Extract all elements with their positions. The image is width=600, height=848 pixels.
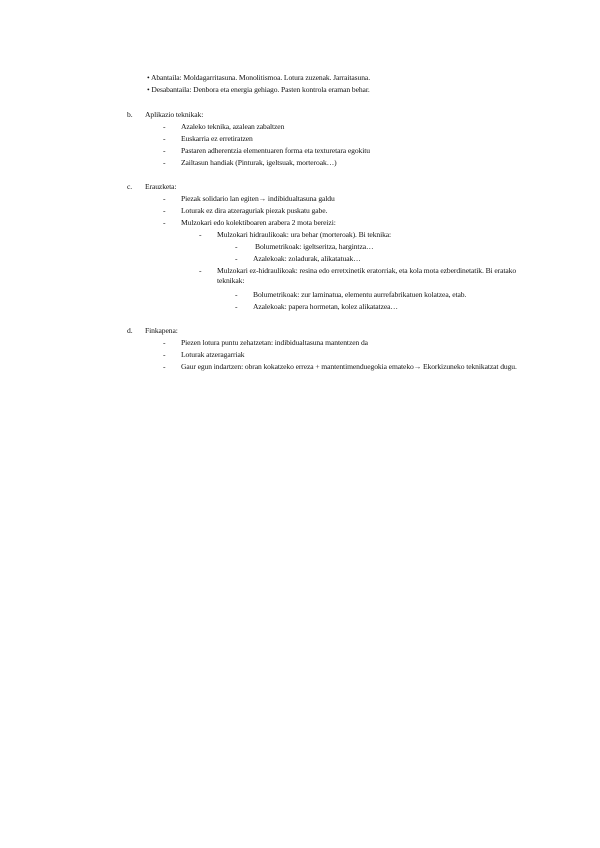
dash: - <box>235 302 238 311</box>
sub-sub-list-item: Azalekoak: zoladurak, alikatatuak… <box>253 254 361 263</box>
section-b-heading: Aplikazio teknikak: <box>145 110 204 119</box>
dash: - <box>235 254 238 263</box>
section-b-marker: b. <box>127 110 133 119</box>
dash: - <box>235 242 238 251</box>
list-item: Piezak solidario lan egiten→ indibidualtasuna galdu <box>181 194 335 203</box>
dash: - <box>199 266 202 275</box>
dash: - <box>163 338 166 347</box>
dash: - <box>163 134 166 143</box>
dash: - <box>163 362 166 371</box>
list-item: Euskarria ez erretiratzen <box>181 134 253 143</box>
list-item: Gaur egun indartzen: obran kokatzeko erreza + mantentimenduegokia emateko→ Ekorkizuneko teknikatzat dugu. <box>181 362 517 371</box>
list-item: Loturak atzeragarriak <box>181 350 245 359</box>
list-item: Mulzokari edo kolektiboaren arabera 2 mota bereizi: <box>181 218 336 227</box>
section-d-heading: Finkapena: <box>145 326 178 335</box>
dash: - <box>163 194 166 203</box>
list-item: Azaleko teknika, azalean zabaltzen <box>181 122 285 131</box>
list-item: Pastaren adherentzia elementuaren forma eta texturetara egokitu <box>181 146 370 155</box>
dash: - <box>163 146 166 155</box>
section-c-heading: Erauzketa: <box>145 182 177 191</box>
sub-list-item: Mulzokari hidraulikoak: ura behar (morteroak). Bi teknika: <box>217 230 392 239</box>
section-c-marker: c. <box>127 182 133 191</box>
list-item: Piezen lotura puntu zehatzetan: indibidualtasuna mantentzen da <box>181 338 368 347</box>
section-d-marker: d. <box>127 326 133 335</box>
sub-sub-list-item: Azalekoak: papera hormetan, kolez alikatatzea… <box>253 302 398 311</box>
dash: - <box>163 350 166 359</box>
sub-list-item: Mulzokari ez-hidraulikoak: resina edo erretxinetik eratorriak, eta kola mota ezberdinetatik. Bi eratako teknikak: <box>217 266 517 285</box>
dash: - <box>163 206 166 215</box>
dash: - <box>163 158 166 167</box>
disadvantage-bullet: • Desabantaila: Denbora eta energia gehiago. Pasten kontrola eraman behar. <box>147 85 370 94</box>
list-item: Zailtasun handiak (Pinturak, igeltsuak, morteroak…) <box>181 158 337 167</box>
dash: - <box>199 230 202 239</box>
sub-sub-list-item: Bolumetrikoak: igeltseritza, hargintza… <box>255 242 374 251</box>
dash: - <box>163 122 166 131</box>
dash: - <box>163 218 166 227</box>
dash: - <box>235 290 238 299</box>
sub-sub-list-item: Bolumetrikoak: zur laminatua, elementu aurrefabrikatuen kolatzea, etab. <box>253 290 467 299</box>
list-item: Loturak ez dira atzeraguriak piezak puskatu gabe. <box>181 206 328 215</box>
advantage-bullet: • Abantaila: Moldagarritasuna. Monolitismoa. Lotura zuzenak. Jarraitasuna. <box>147 73 371 82</box>
